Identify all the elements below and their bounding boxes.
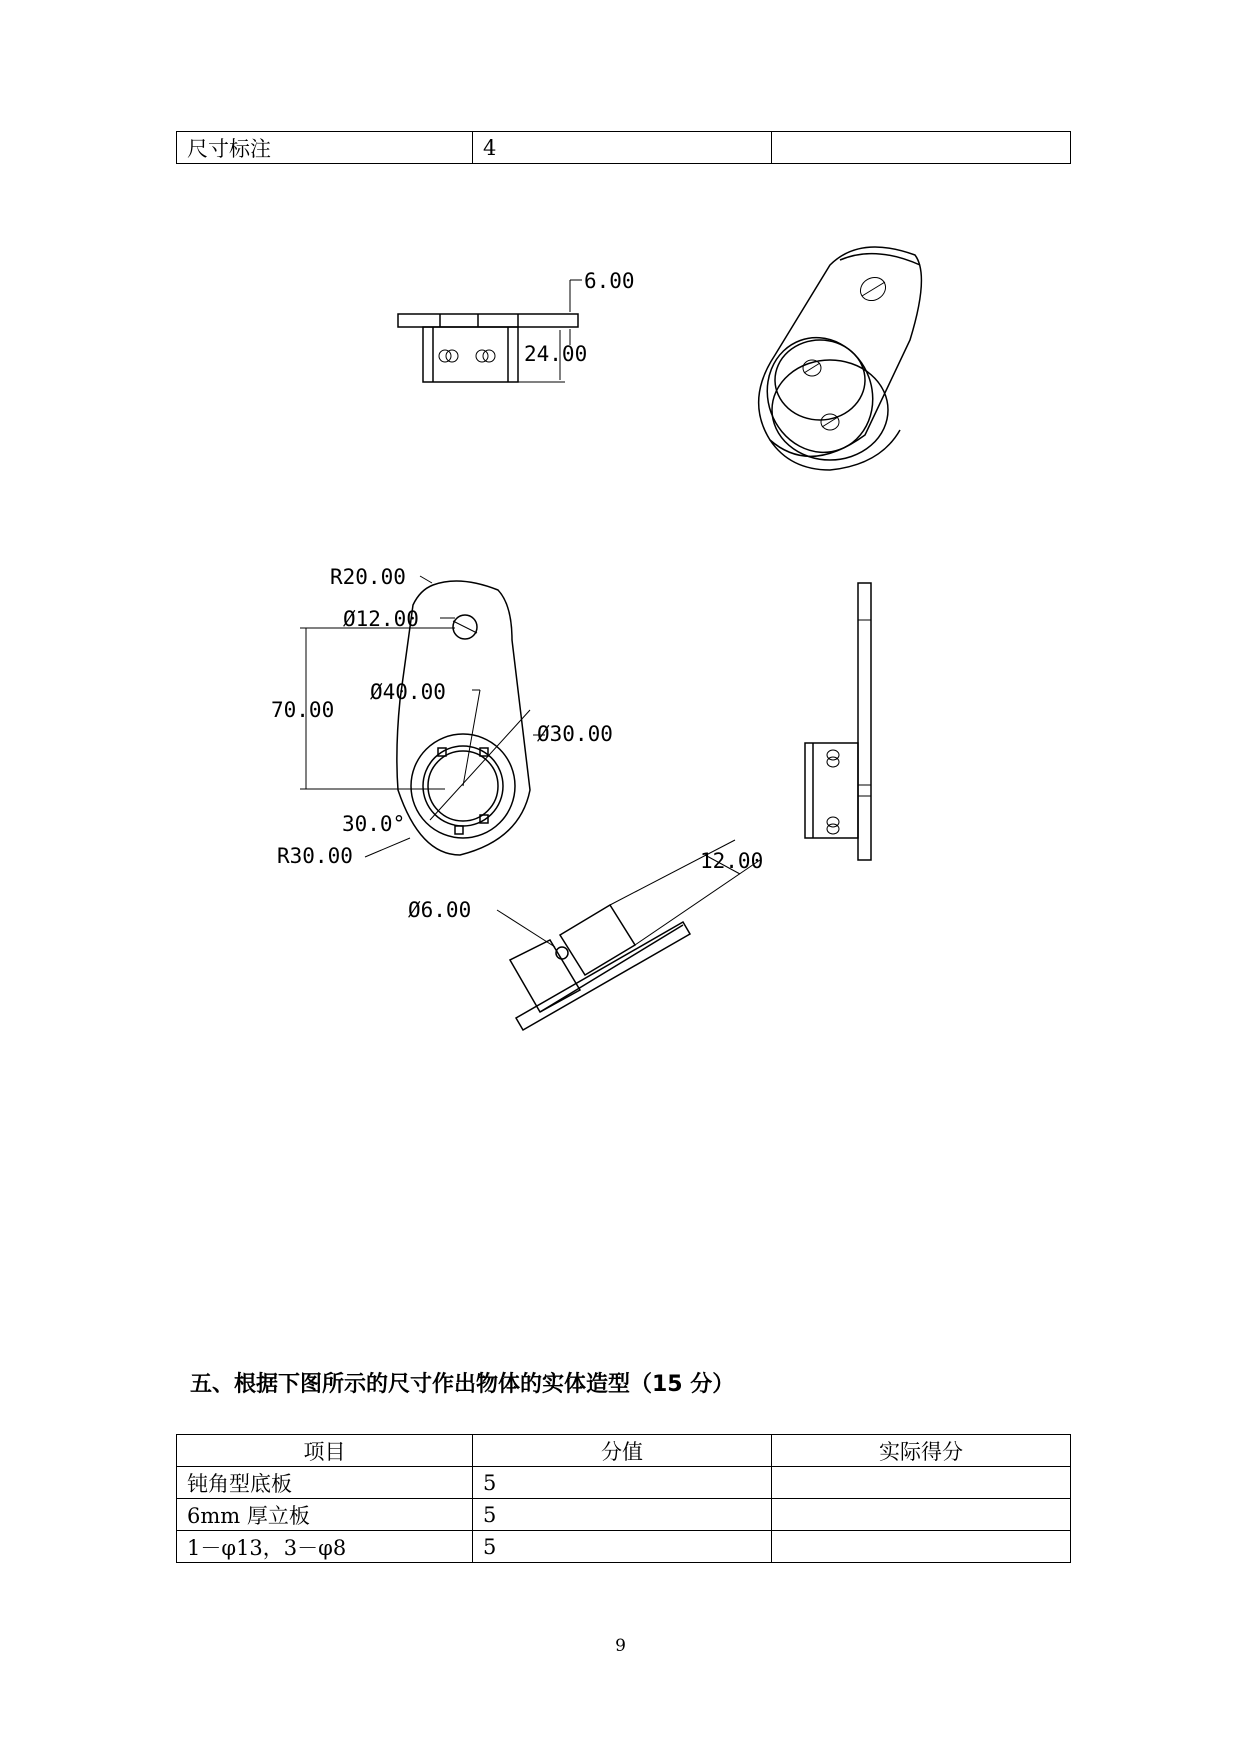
score-cell: 5 [473,1499,772,1531]
plan-view [271,565,613,868]
actual-score-cell [772,1467,1071,1499]
score-cell: 5 [473,1531,772,1563]
dim-large-radius: R30.00 [277,844,353,868]
table-row [177,1531,1071,1563]
dim-angle: 30.0° [342,812,406,836]
dim-pin-hole: Ø6.00 [408,898,472,922]
table-row [177,1499,1071,1531]
item-cell: 1－φ13，3－φ8 [177,1531,473,1563]
dim-center-distance: 70.00 [271,698,335,722]
dim-small-hole: Ø12.00 [343,607,419,631]
actual-score-cell [772,1531,1071,1563]
dim-boss-offset: 12.00 [700,849,764,873]
dim-plate-thickness: 6.00 [584,269,635,293]
isometric-view [751,247,921,470]
dim-boss-diameter: Ø40.00 [370,680,446,704]
scoring-table-bottom [176,1434,1071,1563]
table-row [177,1467,1071,1499]
header-score: 分值 [473,1435,772,1467]
dim-small-radius: R20.00 [330,565,406,589]
item-cell: 6mm 厚立板 [177,1499,473,1531]
score-cell: 4 [473,132,772,164]
header-item: 项目 [177,1435,473,1467]
item-cell: 尺寸标注 [177,132,473,164]
score-cell: 5 [473,1467,772,1499]
side-view [805,583,871,860]
page-number: 9 [615,1636,626,1656]
auxiliary-view [408,840,763,1030]
item-cell: 钝角型底板 [177,1467,473,1499]
front-view [398,269,635,382]
dim-boss-height: 24.00 [524,342,588,366]
header-actual-score: 实际得分 [772,1435,1071,1467]
dim-bore-diameter: Ø30.00 [537,722,613,746]
actual-score-cell [772,1499,1071,1531]
section-heading: 五、根据下图所示的尺寸作出物体的实体造型（15 分） [190,1372,735,1397]
table-header-row [177,1435,1071,1467]
